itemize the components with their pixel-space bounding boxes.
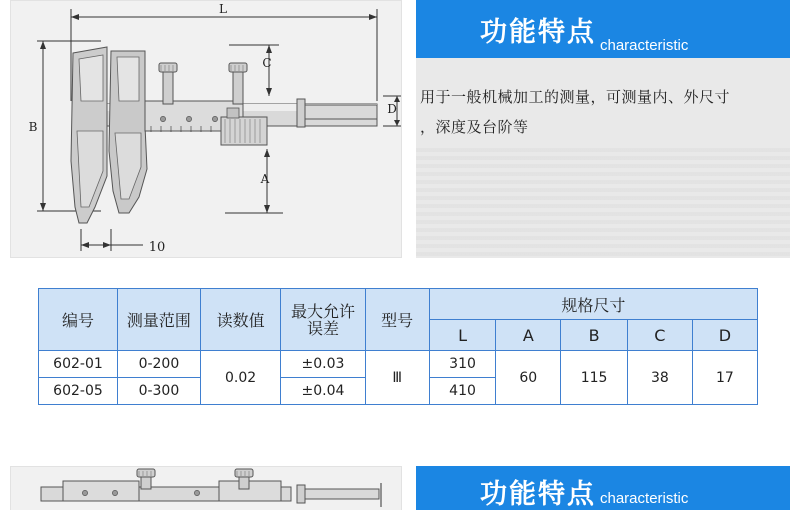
- cell-max-error: ±0.04: [281, 378, 365, 405]
- col-header-L: L: [429, 320, 496, 351]
- cell-C: 38: [627, 351, 692, 405]
- table-body: [39, 351, 758, 405]
- dim-label-L: L: [219, 2, 227, 16]
- cell-model: Ⅲ: [365, 351, 429, 405]
- feature-title-en: characteristic: [600, 37, 689, 54]
- dim-label-10: 10: [148, 240, 166, 255]
- table-row: [39, 351, 758, 378]
- feature-text-line-1: 用于一般机械加工的测量，可测量内、外尺寸: [420, 88, 731, 106]
- bottom-caliper-diagram-svg: [11, 467, 402, 510]
- col-header-A: A: [496, 320, 561, 351]
- dim-label-B: B: [28, 120, 38, 134]
- col-header-reading: 读数值: [200, 289, 280, 351]
- cell-A: 60: [496, 351, 561, 405]
- col-header-spec-group: 规格尺寸: [429, 289, 757, 320]
- cell-code: 602-05: [39, 378, 118, 405]
- cell-range: 0-200: [117, 351, 200, 378]
- cell-reading: 0.02: [200, 351, 280, 405]
- col-header-model: 型号: [365, 289, 429, 351]
- table-header-row-1: [39, 289, 758, 320]
- bottom-feature-banner: [416, 466, 790, 510]
- cell-range: 0-300: [117, 378, 200, 405]
- caliper-diagram-svg: [11, 1, 402, 258]
- caliper-diagram-panel: [10, 0, 402, 258]
- cell-max-error: ±0.03: [281, 351, 365, 378]
- dim-label-D: D: [387, 102, 397, 116]
- feature-text-line-2: ，深度及台阶等: [420, 118, 529, 136]
- col-header-C: C: [627, 320, 692, 351]
- cell-L: 410: [429, 378, 496, 405]
- specification-table: [38, 288, 758, 405]
- bottom-caliper-diagram-panel: [10, 466, 402, 510]
- dim-label-A: A: [260, 172, 270, 186]
- col-header-range: 测量范围: [117, 289, 200, 351]
- decorative-stripes: [416, 144, 790, 258]
- cell-code: 602-01: [39, 351, 118, 378]
- feature-description-panel: [416, 58, 790, 258]
- bottom-title-cn: 功能特点: [480, 479, 596, 510]
- col-header-B: B: [561, 320, 628, 351]
- specification-table-wrapper: [38, 288, 758, 405]
- bottom-title-en: characteristic: [600, 490, 689, 507]
- table-head: [39, 289, 758, 351]
- col-header-code: 编号: [39, 289, 118, 351]
- col-header-D: D: [692, 320, 757, 351]
- cell-L: 310: [429, 351, 496, 378]
- feature-title-cn: 功能特点: [480, 16, 596, 48]
- cell-D: 17: [692, 351, 757, 405]
- cell-B: 115: [561, 351, 628, 405]
- feature-banner: [416, 0, 790, 58]
- dim-label-C: C: [262, 56, 272, 70]
- col-header-max-error: 最大允许误差: [281, 289, 365, 351]
